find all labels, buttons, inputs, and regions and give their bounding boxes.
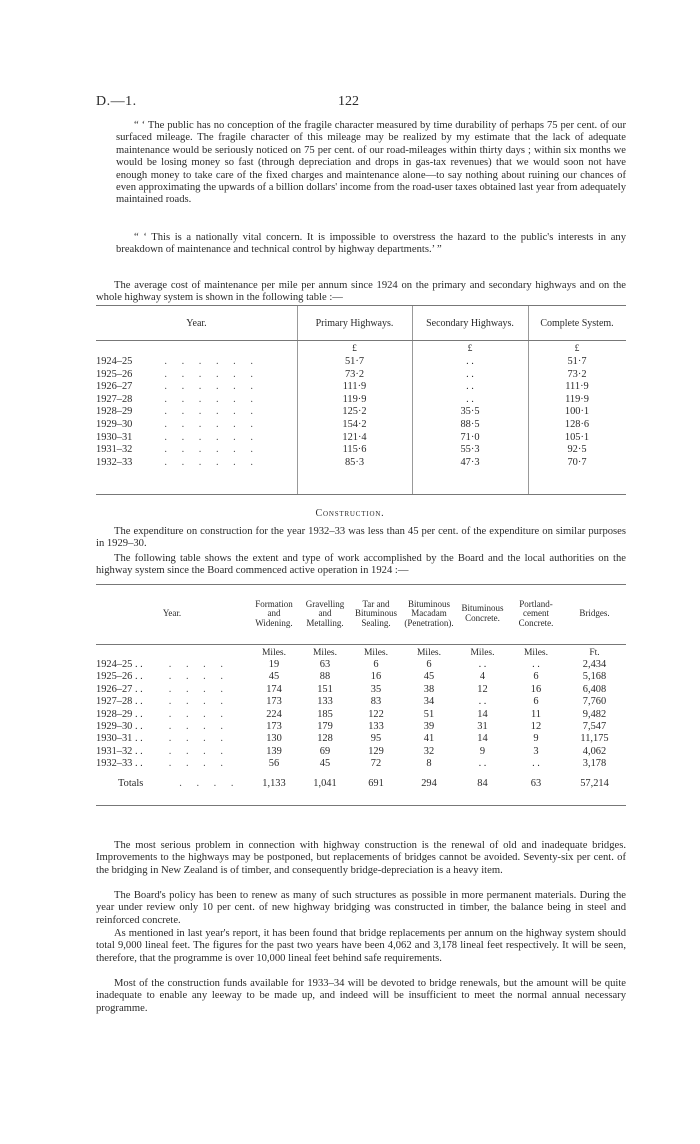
value-cell: 3: [533, 745, 539, 757]
table-row: [96, 733, 626, 745]
maintenance-cost-table: [96, 306, 626, 469]
column-header: Tar and Bituminous Sealing.: [354, 598, 397, 628]
value-cell: 45: [423, 671, 435, 683]
year-label: 1924–25 . .: [96, 659, 143, 670]
table-row: [96, 684, 626, 696]
value-cell: . .: [478, 659, 487, 670]
leader-dots: . . . . . .: [164, 444, 259, 456]
value-cell: 14: [477, 733, 488, 745]
year-cell: [96, 432, 297, 445]
year-label: 1932–33: [96, 456, 133, 468]
complete-cost-cell: 92·5: [567, 444, 587, 456]
value-cell: . .: [478, 758, 487, 770]
total-cell: 63: [530, 778, 542, 790]
table-bottom-rule: [96, 805, 626, 806]
column-header: Portland-cement Concrete.: [518, 598, 554, 628]
complete-cost-cell: 73·2: [567, 368, 587, 380]
column-header: Year.: [162, 608, 182, 619]
value-cell: 4: [479, 671, 486, 683]
value-cell: 173: [266, 721, 282, 733]
column-header-complete: Complete System.: [540, 317, 614, 329]
unit-cell: Miles.: [363, 647, 388, 658]
column-header: Bridges.: [579, 608, 610, 619]
value-cell: 41: [423, 733, 435, 745]
value-cell: 130: [266, 733, 282, 745]
year-cell: [96, 419, 297, 432]
year-label: 1924–25: [96, 356, 133, 367]
primary-cost-cell: 111·9: [342, 381, 367, 393]
secondary-cost-cell: . .: [466, 381, 474, 393]
column-header: Formation and Widening.: [255, 598, 293, 628]
year-cell: [96, 696, 248, 708]
secondary-cost-cell: 47·3: [460, 456, 480, 468]
maintenance-table-body: [96, 356, 626, 469]
primary-cost-cell: 125·2: [342, 406, 367, 418]
value-cell: 83: [370, 696, 382, 708]
leader-dots: . . . . . .: [164, 406, 259, 418]
table-row: [96, 356, 626, 369]
value-cell: 2,434: [582, 659, 607, 670]
document-reference: D.—1.: [96, 94, 137, 109]
complete-cost-cell: 128·6: [564, 418, 590, 430]
primary-cost-cell: 119·9: [342, 393, 367, 405]
table-row: [96, 696, 626, 708]
complete-cost-cell: 51·7: [567, 356, 587, 367]
unit-cell: Miles.: [523, 647, 548, 658]
year-label: 1929–30: [96, 418, 133, 430]
value-cell: 51: [423, 708, 435, 720]
leader-dots: . . . . . .: [164, 356, 259, 367]
unit-cell-empty: [96, 643, 248, 659]
column-header: Gravelling and Metalling.: [305, 598, 345, 628]
unit-cell: Ft.: [589, 647, 600, 658]
value-cell: 32: [423, 745, 435, 757]
year-cell: [96, 394, 297, 407]
year-cell: [96, 758, 248, 770]
primary-cost-cell: 51·7: [344, 356, 365, 367]
unit-cell: £: [352, 344, 357, 355]
year-cell: [96, 671, 248, 683]
unit-cell: £: [574, 344, 580, 355]
table-row: [96, 746, 626, 758]
total-cell: 294: [421, 778, 437, 790]
construction-paragraph-1: The expenditure on construction for the year 1932–33 was less than 45 per cent. of the expenditure on similar purposes in 1929–30.: [96, 526, 626, 550]
year-label: 1927–28: [96, 393, 133, 405]
closing-paragraph-1: The most serious problem in connection with highway construction is the renewal of old and inadequate bridges. Improvements to the highways may be postponed, but replacements of bridges cannot be avoided. Seventy-six per cent. of the bridging in New Zealand is of timber, and consequently bridge-depreciation is a heavy item.: [96, 840, 626, 876]
value-cell: 122: [368, 708, 384, 720]
unit-cell: Miles.: [312, 647, 337, 658]
value-cell: 133: [368, 721, 384, 733]
unit-cell: £: [467, 344, 473, 355]
table-row: [96, 659, 626, 671]
value-cell: 173: [266, 696, 282, 708]
page-number: 122: [338, 94, 359, 109]
construction-paragraph-2: The following table shows the extent and type of work accomplished by the Board and the local authorities on the highway system since the Board commenced active operation in 1924 :—: [96, 553, 626, 577]
value-cell: 128: [317, 733, 333, 745]
year-cell: [96, 709, 248, 721]
unit-cell: Miles.: [261, 647, 286, 658]
value-cell: 12: [477, 683, 488, 695]
value-cell: 11,175: [580, 733, 609, 745]
value-cell: 31: [477, 721, 488, 733]
total-cell: 1,133: [262, 778, 286, 790]
year-cell: [96, 444, 297, 457]
value-cell: 35: [370, 683, 382, 695]
leader-dots: . . . .: [168, 758, 229, 770]
total-cell: 57,214: [580, 778, 609, 790]
complete-cost-cell: 105·1: [564, 431, 590, 443]
total-cell: 691: [368, 778, 384, 790]
table-row: [96, 369, 626, 382]
leader-dots: . . . .: [168, 659, 229, 670]
value-cell: 5,168: [582, 671, 607, 683]
primary-cost-cell: 154·2: [342, 418, 367, 430]
year-cell: [96, 721, 248, 733]
year-label: 1926–27: [96, 381, 133, 393]
year-label: 1926–27 . .: [96, 683, 143, 695]
value-cell: 45: [319, 758, 331, 770]
value-cell: 6: [426, 659, 432, 670]
unit-cell: Miles.: [470, 647, 495, 658]
year-cell: [96, 369, 297, 382]
value-cell: 34: [423, 696, 435, 708]
value-cell: 3,178: [582, 758, 607, 770]
value-cell: 9: [533, 733, 539, 745]
leader-dots: . . . . . .: [164, 431, 259, 443]
secondary-cost-cell: 35·5: [460, 406, 480, 418]
primary-cost-cell: 121·4: [342, 431, 367, 443]
value-cell: 14: [477, 708, 488, 720]
value-cell: 7,547: [582, 721, 607, 733]
secondary-cost-cell: . .: [466, 368, 474, 380]
value-cell: 6: [533, 671, 539, 683]
value-cell: 7,760: [582, 696, 607, 708]
table-row: [96, 457, 626, 470]
value-cell: 63: [319, 659, 331, 670]
unit-cell-empty: [96, 340, 297, 356]
leader-dots: . . . .: [168, 733, 229, 745]
value-cell: . .: [478, 696, 487, 708]
leader-dots: . . . . . .: [164, 393, 259, 405]
construction-table-body: [96, 659, 626, 799]
construction-table-units-row: [96, 643, 626, 659]
table-row: [96, 721, 626, 733]
value-cell: 179: [317, 721, 333, 733]
year-label: 1925–26: [96, 368, 133, 380]
value-cell: 12: [530, 721, 542, 733]
value-cell: 8: [426, 758, 432, 770]
value-cell: 56: [268, 758, 280, 770]
year-label: 1930–31 . .: [96, 733, 143, 745]
year-label: 1931–32: [96, 444, 133, 456]
year-label: 1932–33 . .: [96, 758, 143, 770]
value-cell: 6: [373, 659, 379, 670]
quote-paragraph-1: “ ‘ The public has no conception of the fragile character measured by time durability of perhaps 75 per cent. of our surfaced mileage. The fragile character of this mileage may be realized by my estimate that the lack of adequate maintenance would be seriously noticed on 75 per cent. of our road-mileages within thirty days ; within six months we would be losing money so fast (through depreciation and drops in gas-tax revenues) that we would soon not have enough money to take care of the fixed charges and maintenance alone—to say nothing about ruining our chances of even approximating the upwards of a billion dollars' income from the road-user taxes obtained last year from adequately maintained roads.: [116, 120, 626, 206]
leader-dots: . . . .: [168, 708, 229, 720]
construction-table-header-row: [96, 585, 626, 643]
total-cell: 84: [477, 778, 488, 790]
leader-dots: . . . . . .: [164, 381, 259, 393]
leader-dots: . . . .: [168, 683, 229, 695]
leader-dots: . . . .: [168, 721, 229, 733]
table-row: [96, 419, 626, 432]
secondary-cost-cell: . .: [466, 393, 474, 405]
closing-paragraph-3: As mentioned in last year's report, it has been found that bridge replacements per annum on the highway system should total 9,000 lineal feet. The figures for the past two years have been 4,062 and 3,178 lineal feet respectively. It will be seen, therefore, that the programme is over 10,000 lineal feet behind safe requirements.: [96, 928, 626, 964]
closing-paragraph-4: Most of the construction funds available for 1933–34 will be devoted to bridge renewals, but the amount will be quite inadequate to enable any leeway to be made up, and indeed will be insufficient to meet the normal annual necessary programme.: [96, 978, 626, 1014]
table-row: [96, 381, 626, 394]
year-label: 1931–32 . .: [96, 745, 143, 757]
table-row: [96, 406, 626, 419]
value-cell: . .: [532, 659, 540, 670]
year-cell: [96, 381, 297, 394]
value-cell: 9,482: [582, 708, 607, 720]
year-label: 1925–26 . .: [96, 671, 143, 683]
value-cell: . .: [532, 758, 540, 770]
leader-dots: . . . . . .: [164, 368, 259, 380]
construction-table: [96, 585, 626, 799]
value-cell: 4,062: [582, 745, 607, 757]
year-label: 1927–28 . .: [96, 696, 143, 708]
year-cell: [96, 746, 248, 758]
column-header: Bituminous Macadam (Penetration).: [404, 598, 454, 628]
value-cell: 174: [266, 683, 282, 695]
value-cell: 39: [423, 721, 435, 733]
secondary-cost-cell: 71·0: [460, 431, 480, 443]
complete-cost-cell: 100·1: [564, 406, 590, 418]
year-cell: [96, 659, 248, 671]
value-cell: 95: [370, 733, 382, 745]
primary-cost-cell: 85·3: [344, 456, 365, 468]
secondary-cost-cell: . .: [466, 356, 474, 367]
table-row: [96, 432, 626, 445]
leader-dots: . . . .: [168, 745, 229, 757]
value-cell: 6: [533, 696, 539, 708]
year-cell: [96, 406, 297, 419]
leader-dots: . . . . . .: [164, 456, 259, 468]
value-cell: 185: [317, 708, 333, 720]
year-label: 1928–29 . .: [96, 708, 143, 720]
complete-cost-cell: 70·7: [567, 456, 587, 468]
year-cell: [96, 457, 297, 470]
year-cell: [96, 733, 248, 745]
value-cell: 9: [479, 745, 486, 757]
maintenance-intro: The average cost of maintenance per mile per annum since 1924 on the primary and secondary highways and on the whole highway system is shown in the following table :—: [96, 280, 626, 304]
value-cell: 6,408: [582, 683, 607, 695]
value-cell: 19: [268, 659, 280, 670]
table-row: [96, 394, 626, 407]
complete-cost-cell: 111·9: [565, 381, 589, 393]
table-row: [96, 444, 626, 457]
secondary-cost-cell: 88·5: [460, 418, 480, 430]
secondary-cost-cell: 55·3: [460, 444, 480, 456]
table-row: [96, 709, 626, 721]
table-row: [96, 671, 626, 683]
totals-label-cell: [96, 771, 248, 799]
year-label: 1929–30 . .: [96, 721, 143, 733]
leader-dots: . . . .: [168, 696, 229, 708]
year-label: 1930–31: [96, 431, 133, 443]
column-header-year: Year.: [186, 317, 207, 329]
column-header-primary: Primary Highways.: [315, 317, 394, 329]
totals-row: [96, 771, 626, 799]
primary-cost-cell: 115·6: [342, 444, 367, 456]
value-cell: 129: [368, 745, 384, 757]
value-cell: 224: [266, 708, 282, 720]
value-cell: 88: [319, 671, 331, 683]
table-bottom-rule: [96, 494, 626, 495]
unit-cell: Miles.: [416, 647, 441, 658]
value-cell: 133: [317, 696, 333, 708]
value-cell: 151: [317, 683, 333, 695]
totals-label: Totals: [118, 778, 144, 790]
year-label: 1928–29: [96, 406, 133, 418]
column-header: Bituminous Concrete.: [461, 603, 504, 623]
year-cell: [96, 684, 248, 696]
table-row: [96, 758, 626, 770]
quote-paragraph-2: “ ‘ This is a nationally vital concern. It is impossible to overstress the hazard to the public's interests in any breakdown of maintenance and technical control by highway departments.’ ”: [116, 232, 626, 256]
leader-dots: . . . . . .: [164, 418, 259, 430]
leader-dots: . . . .: [168, 671, 229, 683]
value-cell: 38: [423, 683, 435, 695]
value-cell: 11: [530, 708, 541, 720]
complete-cost-cell: 119·9: [565, 393, 589, 405]
value-cell: 16: [530, 683, 542, 695]
value-cell: 69: [319, 745, 331, 757]
total-cell: 1,041: [313, 778, 337, 790]
value-cell: 16: [370, 671, 382, 683]
value-cell: 45: [268, 671, 280, 683]
primary-cost-cell: 73·2: [344, 368, 365, 380]
closing-paragraph-2: The Board's policy has been to renew as many of such structures as possible in more permanent materials. During the year under review only 10 per cent. of new highway bridging was constructed in timber, the balance being in steel and reinforced concrete.: [96, 890, 626, 926]
column-header-secondary: Secondary Highways.: [426, 317, 514, 329]
leader-dots: . . . .: [179, 778, 240, 790]
value-cell: 139: [266, 745, 282, 757]
value-cell: 72: [370, 758, 382, 770]
construction-heading: Construction.: [315, 508, 385, 519]
year-cell: [96, 356, 297, 369]
